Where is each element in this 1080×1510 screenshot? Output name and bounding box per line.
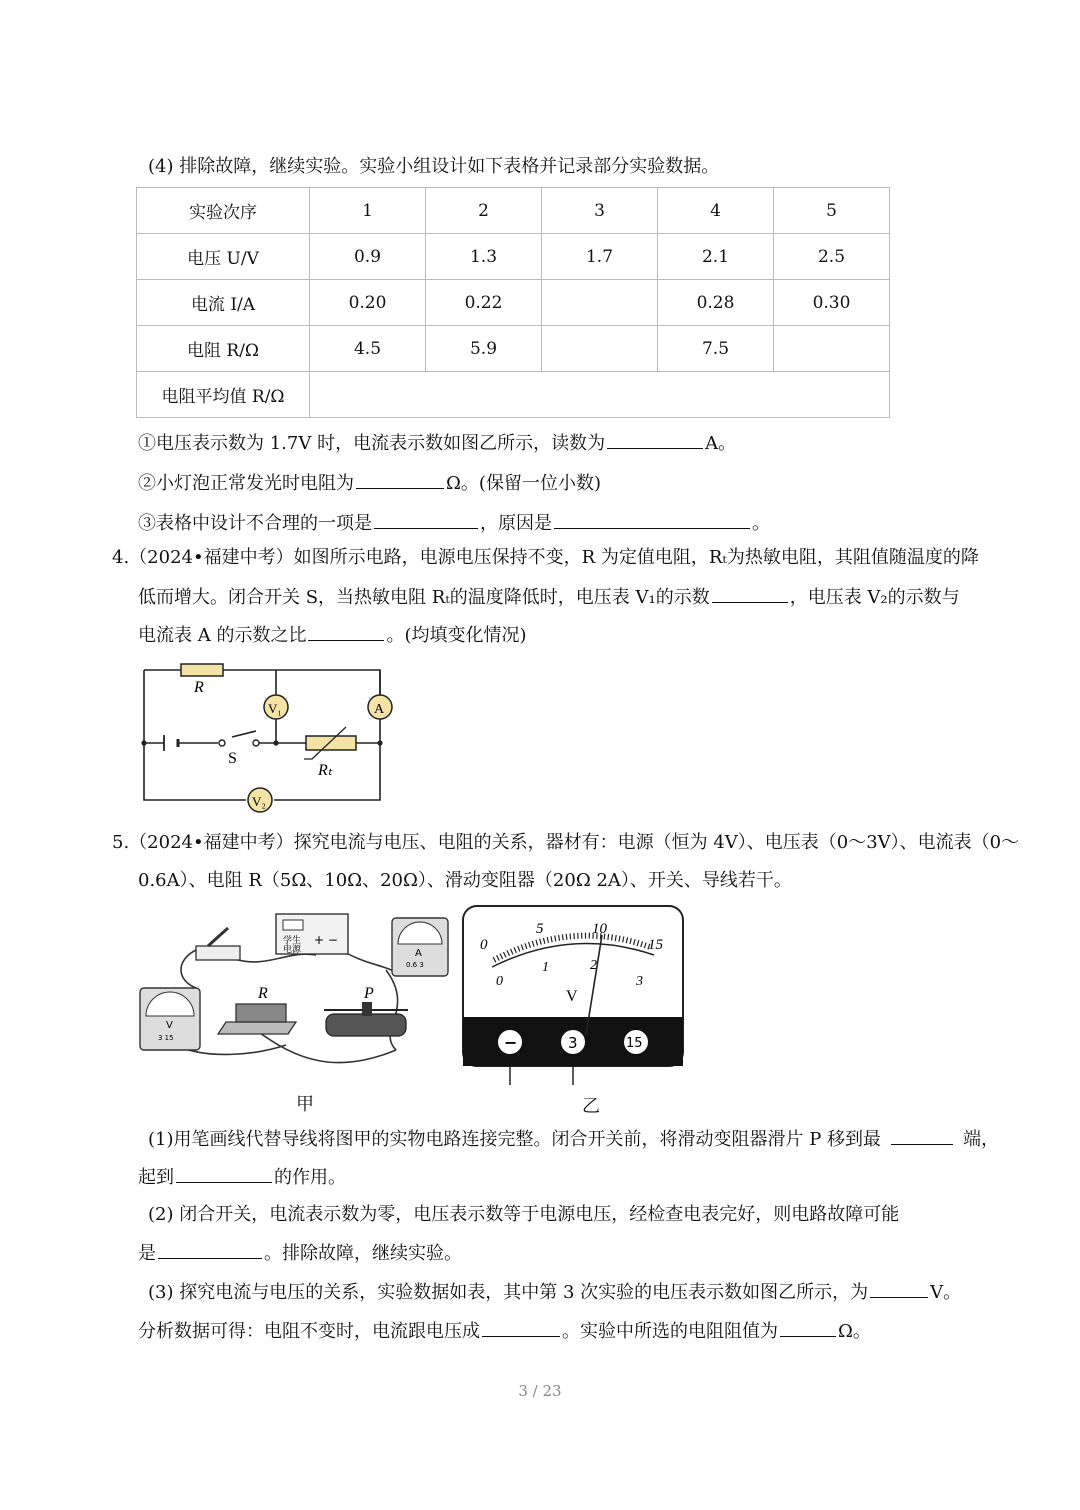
svg-text:R: R <box>258 985 268 1002</box>
table-row <box>137 234 890 280</box>
svg-text:P: P <box>364 985 374 1002</box>
question-text: 低而增大。闭合开关 S，当热敏电阻 Rₜ的温度降低时，电压表 V₁的示数 <box>138 587 710 608</box>
page-number: 3 / 23 <box>518 1382 562 1400</box>
answer-blank[interactable] <box>891 1126 953 1145</box>
table-cell: 1 <box>310 188 426 234</box>
caption-jia: 甲 <box>296 1094 314 1115</box>
ammeter-icon <box>392 918 448 976</box>
table-cell <box>542 326 658 372</box>
table-cell: 2.5 <box>774 234 890 280</box>
table-cell: 电流 I/A <box>137 280 310 326</box>
question-text: 的作用。 <box>274 1167 346 1188</box>
table-cell <box>774 326 890 372</box>
svg-text:3: 3 <box>636 974 643 989</box>
svg-text:A: A <box>415 948 422 959</box>
table-cell: 0.30 <box>774 280 890 326</box>
question-line <box>148 1279 961 1306</box>
label-s: S <box>228 750 237 767</box>
table-cell: 0.28 <box>658 280 774 326</box>
svg-text:0: 0 <box>496 974 503 989</box>
question-text: (1)用笔画线代替导线将图甲的实物电路连接完整。闭合开关前，将滑动变阻器滑片 P 移到最 <box>148 1129 882 1150</box>
label-r: R <box>194 679 204 696</box>
part4-intro: (4) 排除故障，继续实验。实验小组设计如下表格并记录部分实验数据。 <box>148 156 720 177</box>
question-text: ，原因是 <box>480 513 552 534</box>
svg-text:V: V <box>166 1020 173 1031</box>
power-supply-icon <box>276 914 348 955</box>
answer-blank[interactable] <box>356 470 444 489</box>
svg-text:10: 10 <box>592 921 607 937</box>
answer-blank[interactable] <box>554 510 750 529</box>
svg-text:学生: 学生 <box>283 936 302 946</box>
question-text: 。(均填变化情况) <box>386 625 527 646</box>
question-line <box>148 1126 999 1153</box>
table-row <box>137 372 890 418</box>
table-cell: 0.20 <box>310 280 426 326</box>
question-text: ①电压表示数为 1.7V 时，电流表示数如图乙所示，读数为 <box>138 433 606 454</box>
question-line <box>138 622 527 649</box>
question-line: (2) 闭合开关，电流表示数为零，电压表示数等于电源电压，经检查电表完好，则电路故障可能 <box>148 1204 900 1225</box>
label-a: A <box>374 702 385 717</box>
question-line <box>138 1318 871 1345</box>
knife-switch-icon <box>196 928 240 960</box>
svg-text:15: 15 <box>648 937 663 953</box>
table-cell <box>542 280 658 326</box>
table-cell: 电阻 R/Ω <box>137 326 310 372</box>
answer-blank[interactable] <box>308 622 384 641</box>
table-cell: 1.3 <box>426 234 542 280</box>
svg-text:2: 2 <box>590 958 597 973</box>
question-5-line1: 5.（2024•福建中考）探究电流与电压、电阻的关系，器材有：电源（恒为 4V）、电压表（0～3V）、电流表（0～ <box>112 832 1020 853</box>
voltmeter-icon <box>140 988 200 1050</box>
switch-icon <box>219 740 225 746</box>
label-rt: Rₜ <box>318 762 333 779</box>
question-text: A。 <box>705 433 737 454</box>
answer-blank[interactable] <box>176 1164 272 1183</box>
svg-text:+ −: + − <box>314 933 338 947</box>
table-cell: 0.22 <box>426 280 542 326</box>
svg-text:5: 5 <box>536 921 544 937</box>
resistor-r <box>181 664 223 676</box>
question-text: (3) 探究电流与电压的关系，实验数据如表，其中第 3 次实验的电压表示数如图乙所示，为 <box>148 1282 869 1303</box>
table-cell: 0.9 <box>310 234 426 280</box>
rheostat-icon <box>324 985 408 1036</box>
table-cell-empty <box>310 372 890 418</box>
answer-blank[interactable] <box>374 510 478 529</box>
question-text: 。实验中所选的电阻阻值为 <box>562 1321 778 1342</box>
caption-yi: 乙 <box>582 1096 600 1117</box>
svg-text:3: 3 <box>568 1034 578 1052</box>
table-cell: 4 <box>658 188 774 234</box>
question-5-line2: 0.6A）、电阻 R（5Ω、10Ω、20Ω）、滑动变阻器（20Ω 2A）、开关、导线若干。 <box>138 870 792 891</box>
answer-blank[interactable] <box>482 1318 560 1337</box>
table-cell: 4.5 <box>310 326 426 372</box>
question-text: 电流表 A 的示数之比 <box>138 625 307 646</box>
table-cell: 5 <box>774 188 890 234</box>
answer-blank[interactable] <box>712 584 788 603</box>
question-text: 起到 <box>138 1167 174 1188</box>
answer-blank[interactable] <box>870 1279 928 1298</box>
answer-blank[interactable] <box>158 1240 262 1259</box>
question-text: ③表格中设计不合理的一项是 <box>138 513 372 534</box>
figure-jia-physical-circuit <box>136 910 456 1080</box>
question-line <box>138 510 770 537</box>
svg-text:15: 15 <box>626 1036 643 1051</box>
figure-yi-voltmeter-dial <box>462 905 686 1085</box>
question-line <box>138 584 960 611</box>
question-line <box>138 1240 462 1267</box>
table-cell: 3 <box>542 188 658 234</box>
question-line <box>138 470 601 497</box>
thermistor-rt <box>306 736 356 750</box>
table-row <box>137 188 890 234</box>
question-text: ，电压表 V₂的示数与 <box>789 587 960 608</box>
question-text: ②小灯泡正常发光时电阻为 <box>138 473 354 494</box>
svg-text:电源: 电源 <box>283 945 302 955</box>
svg-text:3 15: 3 15 <box>158 1034 174 1042</box>
table-cell: 电压 U/V <box>137 234 310 280</box>
svg-text:0.6 3: 0.6 3 <box>406 961 424 969</box>
data-table <box>136 187 890 418</box>
table-cell: 2 <box>426 188 542 234</box>
circuit-diagram <box>136 655 396 815</box>
table-cell: 实验次序 <box>137 188 310 234</box>
question-text: 。排除故障，继续实验。 <box>264 1243 462 1264</box>
question-4-line1: 4.（2024•福建中考）如图所示电路，电源电压保持不变，R 为定值电阻，Rₜ为热敏电阻，其阻值随温度的降 <box>112 547 979 568</box>
label-v2: V₂ <box>252 794 266 809</box>
question-text: 端， <box>963 1129 1000 1150</box>
answer-blank[interactable] <box>607 430 703 449</box>
table-cell: 1.7 <box>542 234 658 280</box>
question-line <box>138 430 736 457</box>
question-line <box>138 1164 346 1191</box>
table-row <box>137 280 890 326</box>
question-text: 是 <box>138 1243 156 1264</box>
table-cell: 电阻平均值 R/Ω <box>137 372 310 418</box>
svg-text:V: V <box>566 988 578 1005</box>
question-text: Ω。(保留一位小数) <box>446 473 601 494</box>
question-text: Ω。 <box>838 1321 871 1342</box>
table-cell: 7.5 <box>658 326 774 372</box>
svg-text:−: − <box>504 1033 518 1052</box>
question-text: V。 <box>930 1282 962 1303</box>
question-text: 分析数据可得：电阻不变时，电流跟电压成 <box>138 1321 480 1342</box>
svg-text:1: 1 <box>542 960 549 975</box>
answer-blank[interactable] <box>780 1318 836 1337</box>
svg-text:0: 0 <box>480 937 488 953</box>
question-text: 。 <box>752 513 770 534</box>
table-cell: 2.1 <box>658 234 774 280</box>
label-v1: V₁ <box>268 701 282 716</box>
table-row <box>137 326 890 372</box>
table-cell: 5.9 <box>426 326 542 372</box>
resistor-block-icon <box>218 985 296 1034</box>
